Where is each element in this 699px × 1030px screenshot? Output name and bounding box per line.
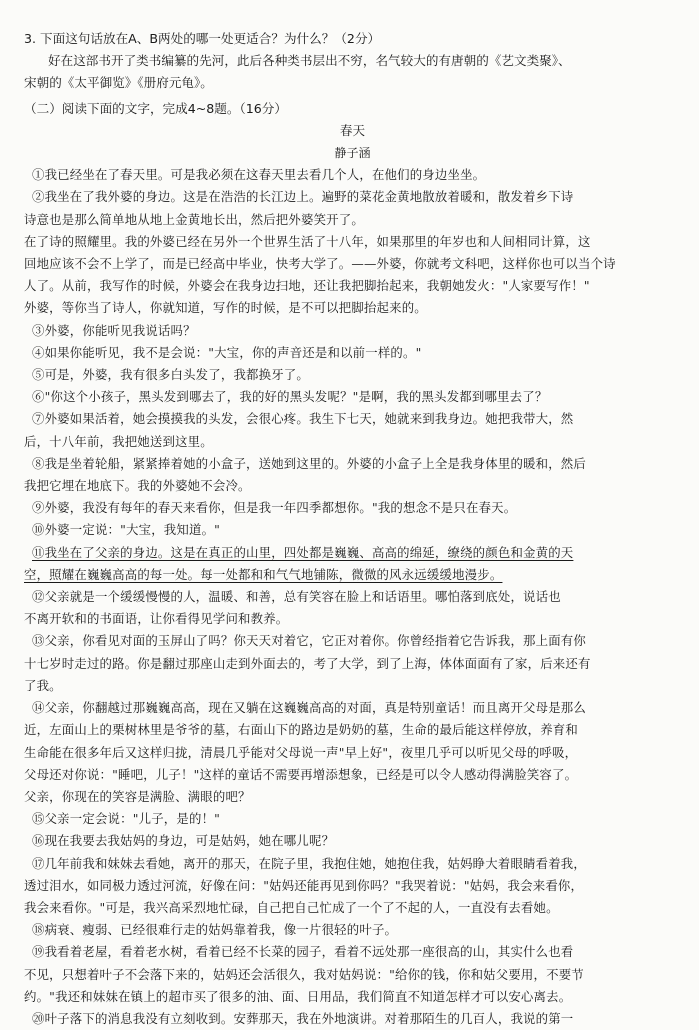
paragraph-line: ③外婆，你能听见我说话吗？	[32, 322, 196, 338]
question-3-sentence-1: 好在这部书开了类书编纂的先河，此后各种类书层出不穷，名气较大的有唐朝的《艺文类聚》、	[48, 53, 571, 69]
paragraph-line: 不离开软和的书面语，让你看得见学问和教养。	[24, 611, 289, 627]
paragraph-line: 不见，只想着叶子不会落下来的，姑妈还会活很久，我对姑妈说："给你的钱，你和姑父要用，不要节	[24, 966, 584, 982]
article-body	[24, 164, 681, 1030]
paragraph-line: ②我坐在了我外婆的身边。这是在浩浩的长江边上。遍野的菜花金黄地散放着暖和，散发着乡下诗	[32, 189, 574, 205]
paragraph-line: ⑤可是，外婆，我有很多白头发了，我都换牙了。	[32, 367, 309, 383]
paragraph-line: 后，十八年前，我把她送到这里。	[24, 433, 213, 449]
paragraph-line: 生命能在很多年后又这样归拢，清晨几乎能对父母说一声"早上好"，夜里几乎可以听见父母的呼吸，	[24, 744, 578, 760]
article-author: 静子涵	[334, 146, 371, 161]
section-heading: （二）阅读下面的文字，完成4~8题。（16分）	[24, 100, 287, 116]
paragraph-line: ⑨外婆，我没有每年的春天来看你，但是我一年四季都想你。"我的想念不是只在春天。	[32, 500, 517, 516]
paragraph-line: ⑭父亲，你翻越过那巍巍高高，现在又躺在这巍巍高高的对面，真是特别童话！而且离开父母是那么	[32, 700, 586, 716]
paragraph-line: ⑮父亲一定会说："儿子，是的！"	[32, 811, 221, 827]
paragraph-line: 回地应该不会不上学了，而是已经高中毕业，快考大学了。——外婆，你就考文科吧，这样你也可以当个诗	[24, 256, 616, 272]
paragraph-line: ⑫父亲就是一个缓缓慢慢的人，温暖、和善，总有笑容在脸上和话语里。哪怕落到底处，说话也	[32, 589, 561, 605]
underlined-paragraph-line: ⑪我坐在了父亲的身边。这是在真正的山里，四处都是巍巍、高高的绵延，缭绕的颜色和金黄的天	[32, 544, 574, 560]
paragraph-line: 人了。从前，我写作的时候，外婆会在我身边扫地，还让我把脚抬起来，我朝她发火："人家要写作！"	[24, 278, 590, 294]
question-3-sentence-2: 宋朝的《太平御览》《册府元龟》。	[24, 75, 213, 91]
paragraph-line: ⑳叶子落下的消息我没有立刻收到。安葬那天，我在外地演讲。对着那陌生的几百人，我说的第一	[32, 1010, 574, 1026]
paragraph-line: 约。"我还和妹妹在镇上的超市买了很多的油、面、日用品，我们简直不知道怎样才可以安心离去。	[24, 988, 572, 1004]
paragraph-line: ⑬父亲，你看见对面的玉屏山了吗？你天天对着它，它正对着你。你曾经指着它告诉我，那上面有你	[32, 633, 586, 649]
paragraph-line: 了我。	[24, 677, 62, 693]
paragraph-line: 外婆，等你当了诗人，你就知道，写作的时候，是不可以把脚抬起来的。	[24, 300, 427, 316]
paragraph-line: ⑦外婆如果活着，她会摸摸我的头发，会很心疼。我生下七天，她就来到我身边。她把我带大，然	[32, 411, 574, 427]
paragraph-line: ⑧我是坐着轮船，紧紧捧着她的小盒子，送她到这里的。外婆的小盒子上全是我身体里的暖和，然后	[32, 455, 586, 471]
paragraph-line: ①我已经坐在了春天里。可是我必须在这春天里去看几个人，在他们的身边坐坐。	[32, 167, 486, 183]
paragraph-line: 诗意也是那么简单地从地上金黄地长出，然后把外婆笑开了。	[24, 211, 364, 227]
paragraph-line: 在了诗的照耀里。我的外婆已经在另外一个世界生活了十八年，如果那里的年岁也和人间相同计算，这	[24, 233, 591, 249]
paragraph-line: ⑰几年前我和妹妹去看她，离开的那天，在院子里，我抱住她，她抱住我，姑妈睁大着眼睛看着我，	[32, 855, 586, 871]
paragraph-line: ⑯现在我要去我姑妈的身边，可是姑妈，她在哪儿呢？	[32, 833, 335, 849]
question-3-prompt: 3. 下面这句话放在A、B两处的哪一处更适合？为什么？（2分）	[24, 31, 381, 46]
paragraph-line: 父母还对你说："睡吧，儿子！"这样的童话不需要再增添想象，已经是可以令人感动得满脸笑容了。	[24, 766, 578, 782]
paragraph-line: 近，左面山上的栗树林里是爷爷的墓，右面山下的路边是奶奶的墓，生命的最后能这样停放，养育和	[24, 722, 578, 738]
paragraph-line: 透过泪水，如同极力透过河流，好像在问："姑妈还能再见到你吗？"我哭着说："姑妈，我会来看你，	[24, 877, 584, 893]
paragraph-line: ⑱病衰、瘦弱、已经很难行走的姑妈靠着我，像一片很轻的叶子。	[32, 922, 398, 938]
paragraph-line: ④如果你能听见，我不是会说："大宝，你的声音还是和以前一样的。"	[32, 344, 422, 360]
paragraph-line: 我会来看你。"可是，我兴高采烈地忙碌，自己把自己忙成了一个了不起的人，一直没有去看她。	[24, 899, 559, 915]
paragraph-line: 我把它埋在地底下。我的外婆她不会冷。	[24, 478, 251, 494]
paragraph-line: 父亲，你现在的笑容是满脸、满眼的吧？	[24, 788, 251, 804]
underlined-paragraph-line: 空，照耀在巍巍高高的每一处。每一处都和和气气地铺陈，微微的风永远缓缓地漫步。	[24, 566, 503, 582]
paragraph-line: ⑩外婆一定说："大宝，我知道。"	[32, 522, 221, 538]
paragraph-line: 十七岁时走过的路。你是翻过那座山走到外面去的，考了大学，到了上海，体体面面有了家，后来还有	[24, 655, 591, 671]
article-title: 春天	[339, 122, 366, 138]
paragraph-line: ⑥"你这个小孩子，黑头发到哪去了，我的好的黑头发呢？"是啊，我的黑头发都到哪里去了？	[32, 389, 548, 405]
paragraph-line: ⑲我看着老屋，看着老水树，看着已经不长菜的园子，看着不远处那一座很高的山，其实什么也看	[32, 944, 574, 960]
